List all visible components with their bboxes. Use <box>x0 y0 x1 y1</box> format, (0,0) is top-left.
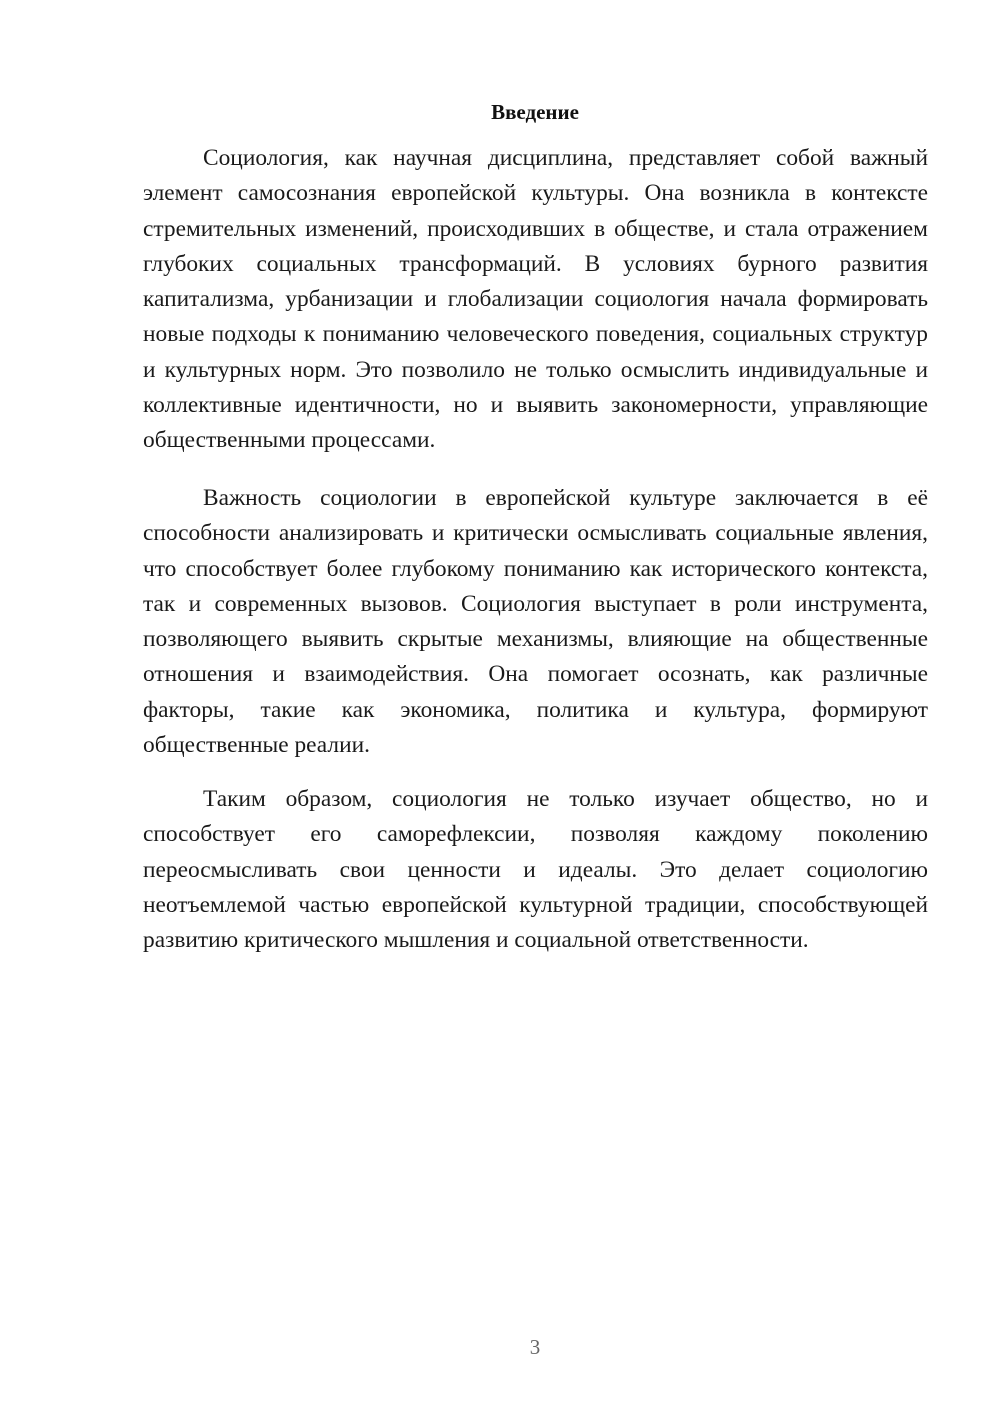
paragraph-1: Социология, как научная дисциплина, представляет собой важный элемент самосознания европейской культуры. Она возникла в контексте стремительных изменений, происходивших в обществе, и стала отражением глубоких социальных трансформаций. В условиях бурного развития капитализма, урбанизации и глобализации социология начала формировать новые подходы к пониманию человеческого поведения, социальных структур и культурных норм. Это позволило не только осмыслить индивидуальные и коллективные идентичности, но и выявить закономерности, управляющие общественными процессами. <box>143 145 928 454</box>
page-number: 3 <box>529 1335 541 1359</box>
paragraph-3: Таким образом, социология не только изучает общество, но и способствует его саморефлексии, позволяя каждому поколению переосмысливать свои ценности и идеалы. Это делает социологию неотъемлемой частью европейской культурной традиции, способствующей развитию критического мышления и социальной ответственности. <box>143 786 928 954</box>
paragraph-2: Важность социологии в европейской культуре заключается в её способности анализировать и критически осмысливать социальные явления, что способствует более глубокому пониманию как исторического контекста, так и современных вызовов. Социология выступает в роли инструмента, позволяющего выявить скрытые механизмы, влияющие на общественные отношения и взаимодействия. Она помогает осознать, как различные факторы, такие как экономика, политика и культура, формируют общественные реалии. <box>143 485 928 759</box>
page-title: Введение <box>491 100 579 124</box>
